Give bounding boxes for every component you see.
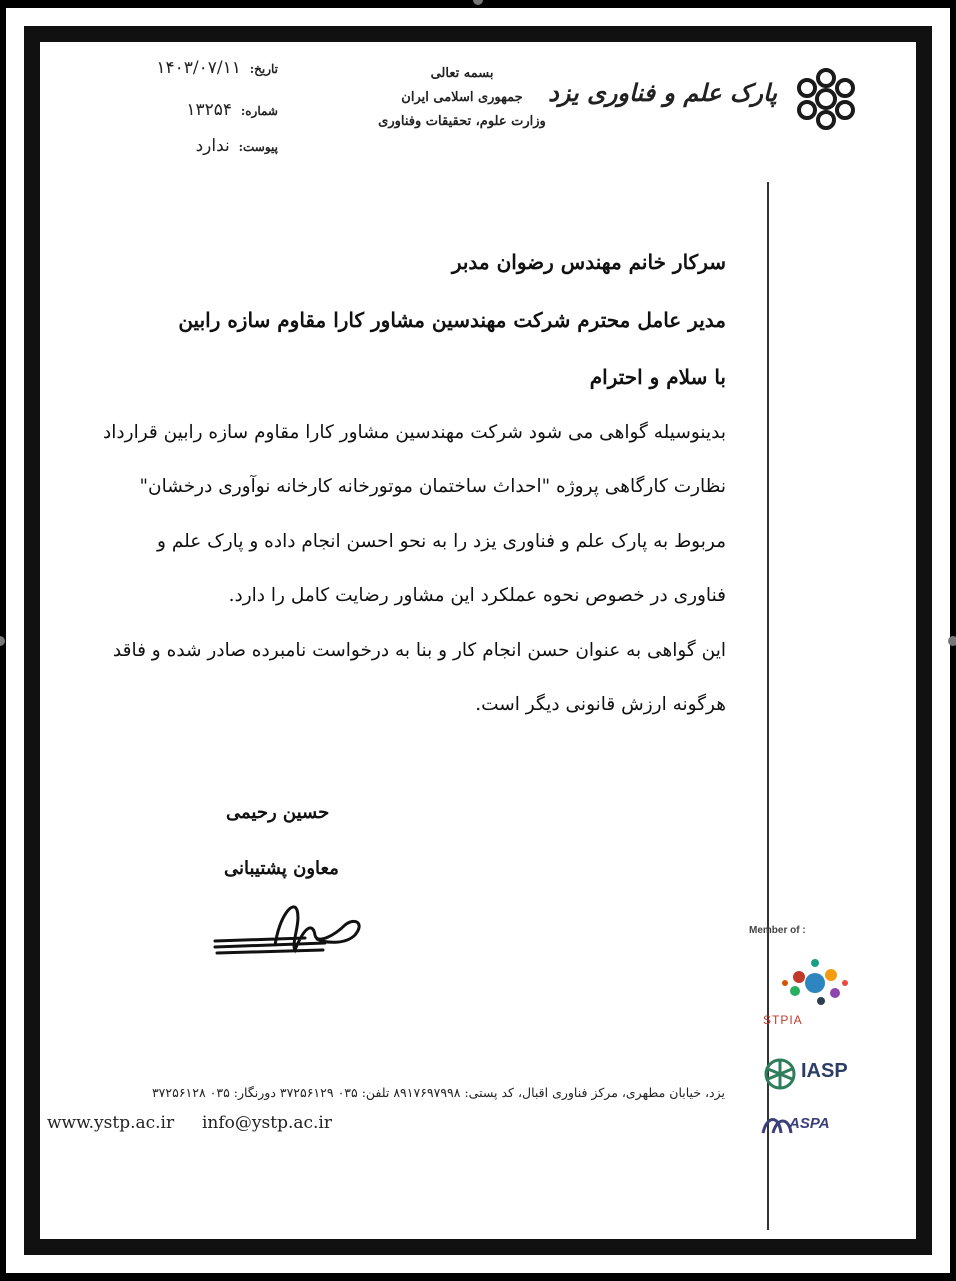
number-label: شماره:	[240, 104, 278, 118]
basmala: بسمه تعالی	[430, 66, 494, 81]
park-logo	[548, 60, 865, 140]
body-line: هرگونه ارزش قانونی دیگر است.	[475, 694, 726, 715]
signer-title: معاون پشتیبانی	[224, 858, 339, 879]
greeting: با سلام و احترام	[589, 365, 726, 389]
attachment-row	[196, 136, 278, 156]
top-handle	[473, 0, 483, 5]
website-link[interactable]: www.ystp.ac.ir	[47, 1113, 175, 1133]
body-line: فناوری در خصوص نحوه عملکرد این مشاور رضایت کامل را دارد.	[228, 585, 726, 606]
footer-address: یزد، خیابان مطهری، مرکز فناوری اقبال، کد پستی: ۸۹۱۷۶۹۷۹۹۸ تلفن: ۰۳۵ ۳۷۲۵۶۱۲۹ دورنگار: ۰۳۵ ۳۷۲۵۶۱۲۸	[151, 1085, 725, 1100]
date-value: ۱۴۰۳/۰۷/۱۱	[156, 58, 241, 78]
recipient-line-1: سرکار خانم مهندس رضوان مدبر	[451, 250, 726, 274]
body-line: این گواهی به عنوان حسن انجام کار و بنا به درخواست نامبرده صادر شده و فاقد	[112, 640, 726, 661]
number-value: ۱۳۲۵۴	[186, 100, 233, 120]
date-row	[156, 58, 278, 78]
signature-icon	[205, 895, 375, 965]
attachment-label: پیوست:	[238, 140, 278, 154]
number-row	[186, 100, 278, 120]
stpia-dots-icon	[775, 953, 855, 1013]
member-of-label: Member of :	[749, 925, 806, 936]
attachment-value: ندارد	[195, 136, 230, 156]
body-line: نظارت کارگاهی پروژه "احداث ساختمان موتورخانه کارخانه نوآوری درخشان"	[139, 476, 726, 497]
body-line: بدینوسیله گواهی می شود شرکت مهندسین مشاور کارا مقاوم سازه رابین قرارداد	[103, 422, 726, 443]
signer-name: حسین رحیمی	[226, 802, 330, 823]
iasp-logo-text: IASP	[801, 1060, 848, 1082]
rosette-logo-icon	[791, 64, 861, 134]
stpia-logo-text: STPIA	[763, 1013, 803, 1027]
left-handle	[0, 636, 5, 646]
ministry-name: وزارت علوم، تحقیقات وفناوری	[378, 114, 546, 129]
right-handle	[948, 636, 956, 646]
aspa-logo-text: ASPA	[789, 1115, 830, 1132]
header-center	[352, 62, 572, 134]
logo-text: پارک علم و فناوری یزد	[548, 78, 777, 107]
email-link[interactable]: info@ystp.ac.ir	[202, 1113, 332, 1133]
iasp-globe-icon	[763, 1057, 797, 1091]
recipient-line-2: مدیر عامل محترم شرکت مهندسین مشاور کارا مقاوم سازه رابین	[178, 308, 726, 332]
date-label: تاریخ:	[249, 62, 278, 76]
country-name: جمهوری اسلامی ایران	[401, 90, 523, 105]
body-line: مربوط به پارک علم و فناوری یزد را به نحو احسن انجام داده و پارک علم و	[157, 531, 726, 552]
